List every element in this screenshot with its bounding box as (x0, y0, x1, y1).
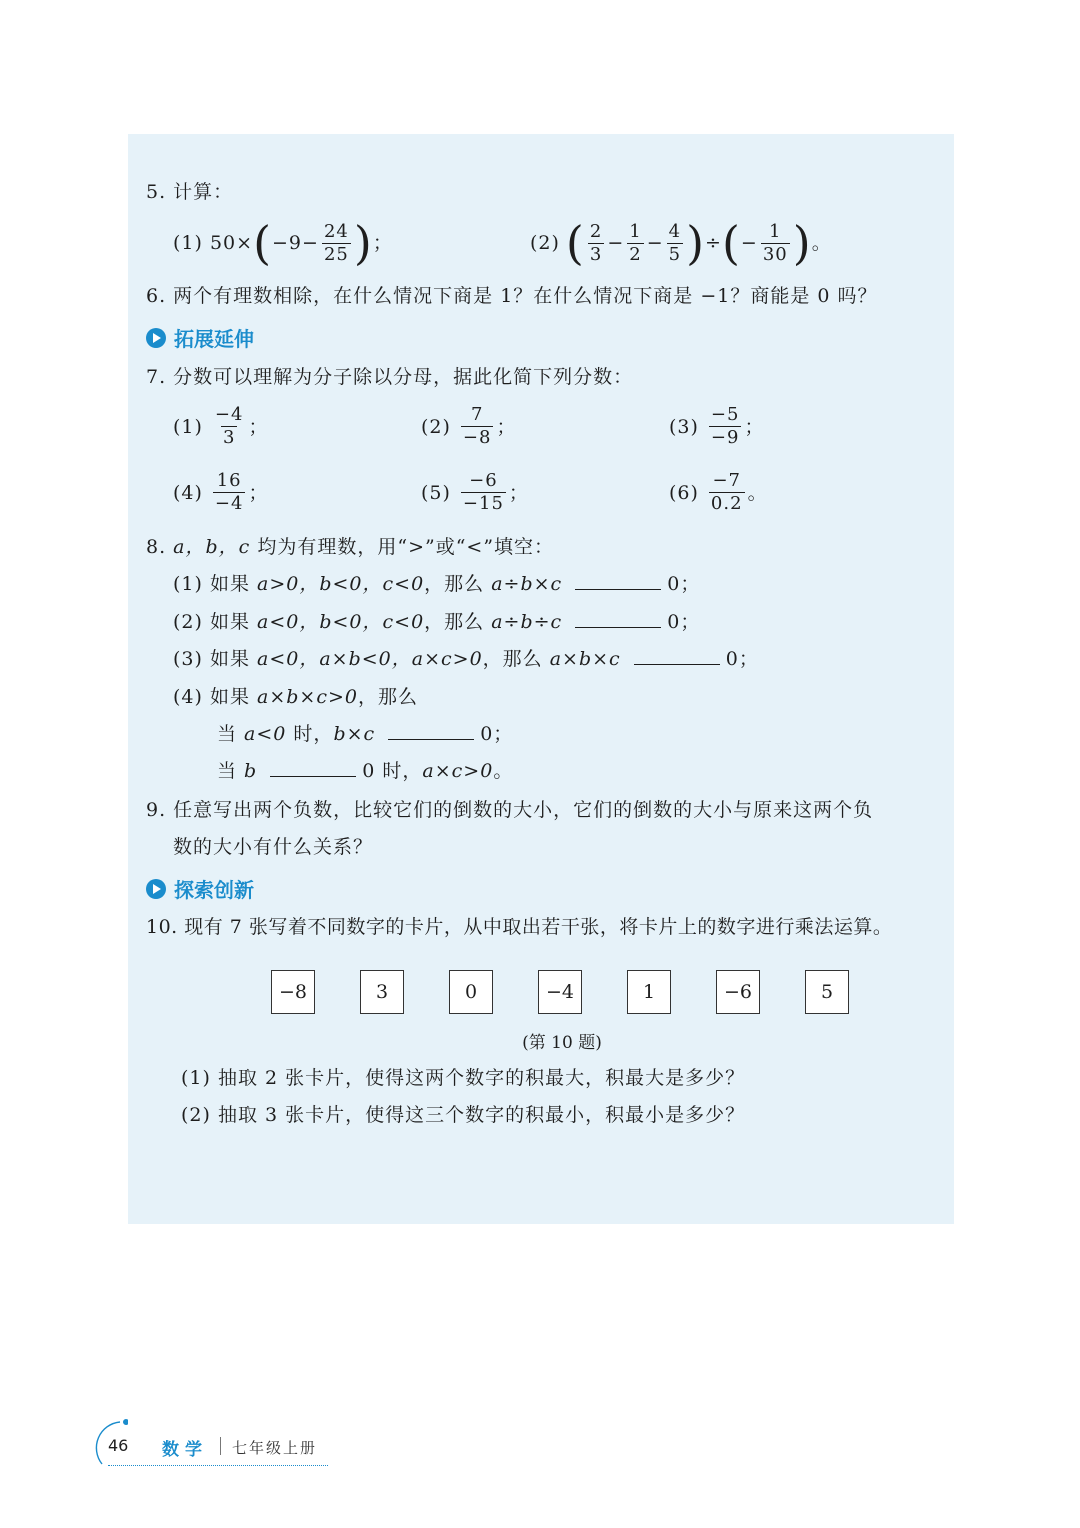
q7-stem: 7. 分数可以理解为分子除以分母，据此化简下列分数： (146, 366, 634, 388)
condition: a<0 (244, 723, 287, 745)
number-card: −8 (271, 970, 315, 1014)
number-card: −4 (538, 970, 582, 1014)
answer-blank[interactable] (575, 571, 661, 590)
numerator: −7 (712, 470, 742, 491)
expression: a÷b×c (491, 573, 563, 595)
numerator: 7 (470, 404, 484, 425)
q5-part1 (173, 218, 393, 268)
q10-sub-1: (1) 抽取 2 张卡片，使得这两个数字的积最大，积最大是多少？ (181, 1067, 746, 1089)
condition: a>0，b<0，c<0 (257, 573, 425, 595)
denominator: 5 (668, 243, 682, 265)
q10-stem: 10. 现有 7 张写着不同数字的卡片，从中取出若干张，将卡片上的数字进行乘法运算。 (146, 916, 893, 938)
open-paren: ( (721, 216, 741, 270)
close-paren: ) (686, 216, 706, 270)
condition: a<0，a×b<0，a×c>0 (257, 648, 483, 670)
item-label: (1) (173, 415, 203, 438)
condition: a<0，b<0，c<0 (257, 611, 425, 633)
line-end: 0； (667, 611, 701, 633)
fraction (213, 404, 246, 449)
connector: ，那么 (424, 611, 492, 633)
q5-p1-label: (1) 50× (173, 232, 254, 254)
fraction (461, 470, 506, 515)
q5-p1-end: ； (372, 232, 393, 254)
figure-caption: (第 10 题) (522, 1033, 602, 1053)
expression: a×b×c (549, 648, 621, 670)
footer-subject: 数学 (162, 1440, 208, 1460)
item-end: 。 (747, 481, 768, 504)
section-heading-extension (146, 323, 254, 352)
variable: b (244, 760, 258, 782)
q5-p2-label: (2) (530, 232, 560, 254)
number-card: 1 (627, 970, 671, 1014)
number-card: 5 (805, 970, 849, 1014)
connector: ，那么 (424, 573, 492, 595)
denominator: 0.2 (710, 493, 743, 514)
connector: ，那么 (357, 686, 418, 708)
item-label: (3) (669, 415, 699, 438)
item-label: (4) (173, 481, 203, 504)
numerator: 16 (216, 470, 242, 491)
divide-sign: ÷ (705, 232, 722, 254)
q8-line-1 (173, 571, 700, 597)
item-end: ； (744, 415, 765, 438)
item-end: ； (496, 415, 517, 438)
q5-p1-open-paren: ( (253, 216, 273, 270)
q8-line-4 (173, 684, 418, 710)
connector: 0 时， (362, 760, 423, 782)
close-paren: ) (792, 216, 812, 270)
q8-line-5 (217, 721, 513, 747)
q5-p1-pre: −9− (272, 232, 319, 254)
q5-p2-fraction-1 (588, 221, 604, 266)
denominator: 30 (762, 243, 788, 265)
condition: a×b×c>0 (257, 686, 358, 708)
play-icon (146, 328, 166, 348)
expression: b×c (333, 723, 376, 745)
numerator: 24 (323, 220, 349, 242)
numerator: −6 (469, 470, 498, 491)
answer-blank[interactable] (575, 609, 661, 628)
numerator: 1 (769, 220, 782, 242)
denominator: −9 (710, 427, 740, 448)
denominator: −15 (462, 493, 504, 514)
label: (1) 如果 (173, 573, 257, 595)
q8-line-2 (173, 609, 700, 635)
q9-line-2: 数的大小有什么关系？ (173, 836, 374, 858)
item-end: ； (248, 481, 269, 504)
fraction (709, 404, 742, 449)
item-end: ； (508, 481, 529, 504)
minus-sign: − (740, 232, 758, 254)
minus-sign: − (646, 232, 664, 254)
line-end: 0； (725, 648, 759, 670)
denominator: −8 (462, 427, 492, 448)
q6-text: 6. 两个有理数相除，在什么情况下商是 1？在什么情况下商是 −1？商能是 0 吗？ (146, 285, 878, 307)
fraction (213, 470, 246, 515)
prefix: 当 (217, 760, 245, 782)
section-title: 探索创新 (174, 878, 254, 902)
play-icon (146, 879, 166, 899)
footer-divider (220, 1437, 221, 1455)
q7-item-3 (669, 404, 764, 449)
q8-line-6 (217, 758, 513, 784)
q5-part2 (530, 218, 832, 268)
item-label: (5) (421, 481, 451, 504)
answer-blank[interactable] (270, 758, 356, 777)
denominator: 3 (222, 427, 236, 448)
number-card: 0 (449, 970, 493, 1014)
denominator: 25 (323, 243, 349, 265)
page-number: 46 (108, 1436, 129, 1455)
line-end: 。 (493, 760, 514, 782)
number-card: 3 (360, 970, 404, 1014)
denominator: −4 (214, 493, 244, 514)
denominator: 2 (629, 243, 642, 265)
prefix: 当 (217, 723, 245, 745)
label: (4) 如果 (173, 686, 257, 708)
numerator: 1 (629, 220, 642, 242)
denominator: 3 (589, 243, 603, 265)
q5-p1-close-paren: ) (353, 216, 373, 270)
q8-number: 8. (146, 536, 174, 558)
q8-vars: a，b，c (173, 536, 251, 558)
connector: 时， (286, 723, 334, 745)
q5-p2-fraction-3 (667, 221, 683, 266)
minus-sign: − (607, 232, 625, 254)
number-card: −6 (716, 970, 760, 1014)
line-end: 0； (667, 573, 701, 595)
item-label: (2) (421, 415, 451, 438)
q7-item-4 (173, 470, 268, 515)
label: (3) 如果 (173, 648, 257, 670)
open-paren: ( (565, 216, 585, 270)
q8-line-3 (173, 646, 759, 672)
section-heading-exploration (146, 874, 254, 903)
q5-p2-fraction-2 (627, 221, 643, 266)
footer-grade: 七年级上册 (232, 1439, 318, 1457)
section-title: 拓展延伸 (174, 327, 254, 351)
q5-p1-fraction (322, 221, 351, 266)
q5-p2-fraction-4 (761, 221, 790, 266)
numerator: −4 (214, 404, 244, 425)
q7-item-5 (421, 470, 529, 515)
answer-blank[interactable] (388, 721, 474, 740)
item-end: ； (248, 415, 269, 438)
q7-item-6 (669, 470, 768, 515)
label: (2) 如果 (173, 611, 257, 633)
answer-blank[interactable] (634, 646, 720, 665)
footer-dotted-line (108, 1465, 328, 1466)
item-label: (6) (669, 481, 699, 504)
numerator: 2 (589, 220, 603, 242)
line-end: 0； (480, 723, 514, 745)
numerator: 4 (668, 220, 682, 242)
q9-line-1: 9. 任意写出两个负数，比较它们的倒数的大小，它们的倒数的大小与原来这两个负 (146, 799, 874, 821)
fraction (709, 470, 745, 515)
q5-stem: 5. 计算： (146, 181, 234, 203)
fraction (461, 404, 494, 449)
q7-item-1 (173, 404, 268, 449)
q10-sub-2: (2) 抽取 3 张卡片，使得这三个数字的积最小，积最小是多少？ (181, 1104, 746, 1126)
connector: ，那么 (482, 648, 550, 670)
expression: a÷b÷c (491, 611, 563, 633)
q7-item-2 (421, 404, 516, 449)
q8-stem-rest: 均为有理数，用“>”或“<”填空： (250, 536, 555, 558)
condition: a×c>0 (422, 760, 494, 782)
q8-stem (146, 534, 554, 560)
numerator: −5 (710, 404, 740, 425)
q5-p2-end: 。 (811, 232, 832, 254)
